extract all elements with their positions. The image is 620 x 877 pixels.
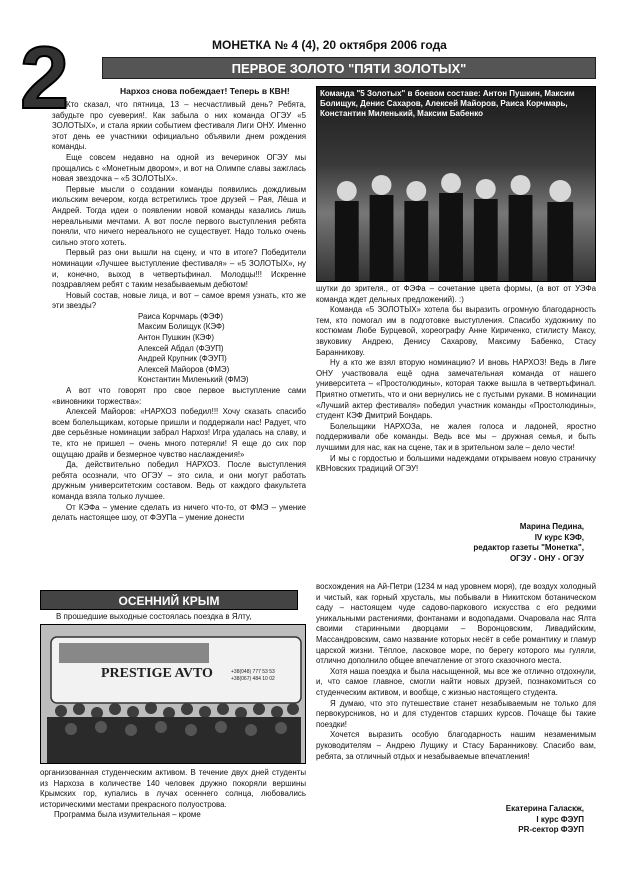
paragraph: Первый раз они вышли на сцену, и что в итоге? Победители номинации «Лучшее выступление фестиваля» – «5 ЗОЛОТЫХ», ну и, конечно, выход в четвертьфинал. Молодцы!!! Искренне поздравляем ребят с таким незабываемым дебютом! [52, 248, 306, 290]
paragraph: Я думаю, что это путешествие станет незабываемым не только для первокурсников, но и для студентов старших курсов. Почаще бы такие поездки! [316, 698, 596, 729]
team-photo-illustration [317, 161, 595, 281]
article2-column1 [40, 768, 306, 821]
member-item: Алексей Майоров (ФМЭ) [138, 364, 230, 374]
signature-line: PR-сектор ФЭУП [518, 825, 584, 834]
paragraph: Еще совсем недавно на одной из вечеринок ОГЭУ мы прощались с «Монетным двором», и вот на Олимпе славы зажглась новая звездочка – «5 ЗОЛОТЫХ». [52, 152, 306, 184]
signature-line: редактор газеты "Монетка", [473, 543, 584, 552]
paragraph: Ну а кто же взял вторую номинацию? И вновь НАРХОЗ! Ведь в Лиге ОНУ участвовала ещё одна замечательная команда от нашего университета – «Простолюдины», которая также вышла в четвертьфинал. Приятно отметить, что и они вернулись не с пустыми руками. В номинации «Лучший актер фестиваля» победил участник команды «Простолюдины», студент КЭФ Дмитрий Бондарь. [316, 358, 596, 421]
article2-banner: ОСЕННИЙ КРЫМ [40, 590, 298, 610]
article1-lead: Нархоз снова побеждает! Теперь в КВН! [120, 86, 290, 96]
paragraph: Хочется выразить особую благодарность нашим незаменимым руководителям – Андрею Лущику и Стасу Баранникову. Спасибо вам, ребята, за отличный отдых и незабываемые впечатления! [316, 730, 596, 761]
paragraph: Хотя наша поездка и была насыщенной, мы все же отлично отдохнули, и, что самое главное, смогли найти новых друзей, познакомиться со студенческим активом, и вообще, с жизнью настоящего студента. [316, 666, 596, 697]
member-item: Антон Пушкин (КЭФ) [138, 333, 214, 343]
bus-phone-1: +38(048) 777 53 53 [231, 669, 275, 675]
bus-phone-2: +38(067) 484 10 02 [231, 676, 275, 682]
paragraph: От КЭФа – умение сделать из ничего что-то, от ФМЭ – умение делать настоящее шоу, от ФЭУПа – умение донести [52, 502, 306, 523]
paragraph: Алексей Майоров: «НАРХОЗ победил!!! Хочу сказать спасибо всем болельщикам, которые пришли и поддержали нас! Радует, что две серьёзные номинации забрал Нархоз! Игра удалась на славу, и те, кто не пришел – очень много потеряли! Я еще до сих пор ощущаю драйв и безмерное чувство наслаждения!» [52, 407, 306, 459]
paragraph: шутки до зрителя., от ФЭФа – сочетание цвета формы, (а вот от УЭФа команда ждет дельных предложений). :) [316, 284, 596, 304]
team-photo [316, 86, 596, 282]
article2-signature [316, 804, 584, 836]
paragraph: Программа была изумительная – кроме [54, 810, 201, 820]
paragraph: Да, действительно победил НАРХОЗ. После выступления ребята осознали, что ОГЭУ – это сила, и они могут работать дружным университетским составом. Ведь от каждого факультета команда взяла только лучшее. [52, 460, 306, 501]
paragraph: организованная студенческим активом. В течение двух дней студенты из Нархоза в количестве 140 человек дружно покоряли вершины Крымских гор, купались в лучах осеннего солнца, любовались историческими местами прекрасного полуострова. [40, 768, 306, 809]
team-photo-caption: Команда "5 Золотых" в боевом составе: Антон Пушкин, Максим Болищук, Денис Сахаров, Алексей Майоров, Раиса Корчмарь, Константин Миленький, Максим Бабенко [320, 89, 575, 118]
article1-column1 [52, 100, 306, 524]
issue-line: МОНЕТКА № 4 (4), 20 октября 2006 года [212, 38, 447, 52]
member-item: Андрей Крупник (ФЭУП) [138, 354, 227, 364]
article2-column2 [316, 582, 596, 762]
paragraph: И мы с гордостью и большими надеждами открываем новую страничку КВНовских традиций ОГЭУ! [316, 453, 596, 474]
article1-signature [316, 522, 584, 564]
paragraph: Первые мысли о создании команды появились дождливым июльским вечером, когда встретились трое друзей – Рая, Лёша и Андрей. Тогда идеи о появлении новой команды казались лишь нереальными мечтами. А вот после первого выступления ребята поняли, что ничего нереального не существует. Надо только очень сильно этого хотеть. [52, 184, 306, 247]
member-item: Константин Миленький (ФМЭ) [138, 375, 249, 385]
group-photo [40, 624, 306, 764]
article1-column2 [316, 284, 596, 475]
signature-line: Марина Педина, [519, 522, 584, 531]
group-photo-illustration [41, 625, 306, 764]
paragraph: Болельщики НАРХОЗа, не жалея голоса и ладоней, яростно поддерживали обе команды. Ведь все мы – дружная семья, и быть лучшими для нас, как на сцене, так и в зрительном зале – дело чести! [316, 421, 596, 452]
member-item: Максим Болищук (КЭФ) [138, 322, 225, 332]
paragraph: восхождения на Ай-Петри (1234 м над уровнем моря), где воздух холодный и чистый, как горный хрусталь, мы побывали в Никитском ботаническом саду – настоящем чуде садово-паркового искусства с его редкими уникальными растениями, фонтанами и водопадами. Очаровала нас Ялта своими старинными дворцами – Воронцовским, Ливадийским, Массандровским, само название которых несёт в себе романтику и гламур царской жизни. Тёплое, ласковое море, по берегу которого мы гуляли, отлично дополнило общее впечатление от этого сказочного места. [316, 582, 596, 666]
bus-logo-text: PRESTIGE AVTO [101, 666, 213, 681]
paragraph: Новый состав, новые лица, и вот – самое время узнать, кто же эти звезды? [52, 290, 306, 311]
article1-banner: ПЕРВОЕ ЗОЛОТО "ПЯТИ ЗОЛОТЫХ" [102, 57, 596, 79]
paragraph: А вот что говорят про свое первое выступление сами «виновники торжества»: [52, 386, 306, 406]
paragraph: Кто сказал, что пятница, 13 – несчастливый день? Ребята, забудьте про суеверия!. Как забыла о них команда ОГЭУ «5 ЗОЛОТЫХ», и стала яркии событием фестиваля Лиги ОНУ. Именно этот день ее участники официально объявили днем рождения команды. [52, 100, 306, 152]
member-item: Алексей Абдал (ФЭУП) [138, 343, 224, 353]
page-number: 2 [20, 28, 69, 127]
signature-line: Екатерина Галаскж, [505, 804, 584, 813]
signature-line: I курс ФЭУП [536, 814, 584, 824]
article2-intro: В прошедшие выходные состоялась поездка в Ялту, [56, 612, 252, 621]
paragraph: Команда «5 ЗОЛОТЫХ» хотела бы выразить огромную благодарность тем, кто помогал им в подготовке выступления. Спасибо художнику по костюмам Любе Бурцевой, хореографу Анне Кириченко, стилисту Максу, звуковику Андрею, Денису Сахарову, Максиму Бабенко, Стасу Баранникову. [316, 305, 596, 357]
member-item: Раиса Корчмарь (ФЭФ) [138, 311, 224, 321]
signature-line: IV курс КЭФ, [534, 532, 584, 542]
signature-line: ОГЭУ - ОНУ - ОГЭУ [509, 553, 584, 563]
